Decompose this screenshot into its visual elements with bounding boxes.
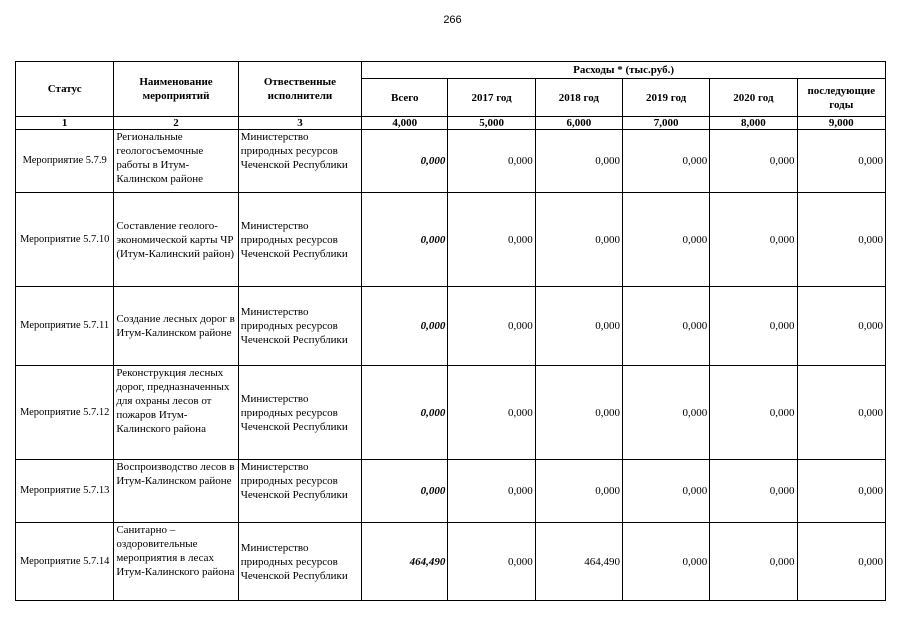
column-number: 4,000 xyxy=(362,117,448,130)
year-2017-cell: 0,000 xyxy=(448,130,535,193)
table-row xyxy=(16,523,886,601)
year-2020-cell: 0,000 xyxy=(710,287,797,366)
total-cell: 0,000 xyxy=(362,130,448,193)
activity-name-cell: Создание лесных дорог в Итум-Калинском районе xyxy=(114,287,238,366)
table-row xyxy=(16,287,886,366)
year-2020-cell: 0,000 xyxy=(710,523,797,601)
responsible-cell: Министерство природных ресурсов Чеченской Республики xyxy=(238,193,361,287)
page-number: 266 xyxy=(443,14,462,26)
responsible-cell: Министерство природных ресурсов Чеченской Республики xyxy=(238,130,361,193)
responsible-cell: Министерство природных ресурсов Чеченской Республики xyxy=(238,366,361,460)
table-row xyxy=(16,193,886,287)
year-2017-cell: 0,000 xyxy=(448,523,535,601)
status-cell: Мероприятие 5.7.11 xyxy=(16,287,114,366)
header-subsequent xyxy=(797,79,885,117)
activity-name-cell: Реконструкция лесных дорог, предназначенных для охраны лесов от пожаров Итум-Калинского района xyxy=(114,366,238,460)
subsequent-cell: 0,000 xyxy=(797,460,885,523)
year-2018-cell: 0,000 xyxy=(535,193,622,287)
header-2018: 2018 год xyxy=(535,79,622,117)
subsequent-cell: 0,000 xyxy=(797,523,885,601)
column-number: 5,000 xyxy=(448,117,535,130)
year-2019-cell: 0,000 xyxy=(622,287,709,366)
column-number: 6,000 xyxy=(535,117,622,130)
total-cell: 0,000 xyxy=(362,193,448,287)
activity-name-cell: Составление геолого-экономической карты ЧР (Итум-Калинский район) xyxy=(114,193,238,287)
year-2017-cell: 0,000 xyxy=(448,193,535,287)
header-total: Всего xyxy=(362,79,448,117)
header-name: Наименование мероприятий xyxy=(114,62,238,117)
header-2020: 2020 год xyxy=(710,79,797,117)
year-2017-cell: 0,000 xyxy=(448,287,535,366)
column-number: 3 xyxy=(238,117,361,130)
year-2018-cell: 0,000 xyxy=(535,460,622,523)
table-row xyxy=(16,460,886,523)
column-number: 8,000 xyxy=(710,117,797,130)
total-cell: 464,490 xyxy=(362,523,448,601)
status-cell: Мероприятие 5.7.9 xyxy=(16,130,114,193)
year-2018-cell: 464,490 xyxy=(535,523,622,601)
header-status: Статус xyxy=(16,62,114,117)
status-cell: Мероприятие 5.7.14 xyxy=(16,523,114,601)
year-2019-cell: 0,000 xyxy=(622,523,709,601)
column-number: 2 xyxy=(114,117,238,130)
responsible-cell: Министерство природных ресурсов Чеченской Республики xyxy=(238,523,361,601)
year-2019-cell: 0,000 xyxy=(622,366,709,460)
status-cell: Мероприятие 5.7.12 xyxy=(16,366,114,460)
responsible-cell: Министерство природных ресурсов Чеченской Республики xyxy=(238,287,361,366)
activity-name-cell: Санитарно – оздоровительные мероприятия в лесах Итум-Калинского района xyxy=(114,523,238,601)
year-2020-cell: 0,000 xyxy=(710,193,797,287)
activity-name-cell: Региональные геологосъемочные работы в Итум-Калинском районе xyxy=(114,130,238,193)
year-2019-cell: 0,000 xyxy=(622,193,709,287)
year-2020-cell: 0,000 xyxy=(710,366,797,460)
header-subsequent-label: последующие годы xyxy=(807,84,876,111)
year-2020-cell: 0,000 xyxy=(710,130,797,193)
activity-name-cell: Воспроизводство лесов в Итум-Калинском районе xyxy=(114,460,238,523)
subsequent-cell: 0,000 xyxy=(797,366,885,460)
total-cell: 0,000 xyxy=(362,460,448,523)
year-2019-cell: 0,000 xyxy=(622,130,709,193)
year-2018-cell: 0,000 xyxy=(535,130,622,193)
year-2020-cell: 0,000 xyxy=(710,460,797,523)
subsequent-cell: 0,000 xyxy=(797,287,885,366)
year-2017-cell: 0,000 xyxy=(448,366,535,460)
year-2019-cell: 0,000 xyxy=(622,460,709,523)
table-row xyxy=(16,130,886,193)
status-cell: Мероприятие 5.7.13 xyxy=(16,460,114,523)
column-number: 7,000 xyxy=(622,117,709,130)
status-cell: Мероприятие 5.7.10 xyxy=(16,193,114,287)
year-2018-cell: 0,000 xyxy=(535,366,622,460)
total-cell: 0,000 xyxy=(362,287,448,366)
header-responsible: Отвественные исполнители xyxy=(238,62,361,117)
column-number: 1 xyxy=(16,117,114,130)
year-2018-cell: 0,000 xyxy=(535,287,622,366)
header-expenses: Расходы * (тыс.руб.) xyxy=(362,62,886,79)
header-2017: 2017 год xyxy=(448,79,535,117)
subsequent-cell: 0,000 xyxy=(797,130,885,193)
header-2019: 2019 год xyxy=(622,79,709,117)
year-2017-cell: 0,000 xyxy=(448,460,535,523)
expenses-table xyxy=(15,61,886,601)
column-number: 9,000 xyxy=(797,117,885,130)
responsible-cell: Министерство природных ресурсов Чеченской Республики xyxy=(238,460,361,523)
subsequent-cell: 0,000 xyxy=(797,193,885,287)
table-row xyxy=(16,366,886,460)
total-cell: 0,000 xyxy=(362,366,448,460)
